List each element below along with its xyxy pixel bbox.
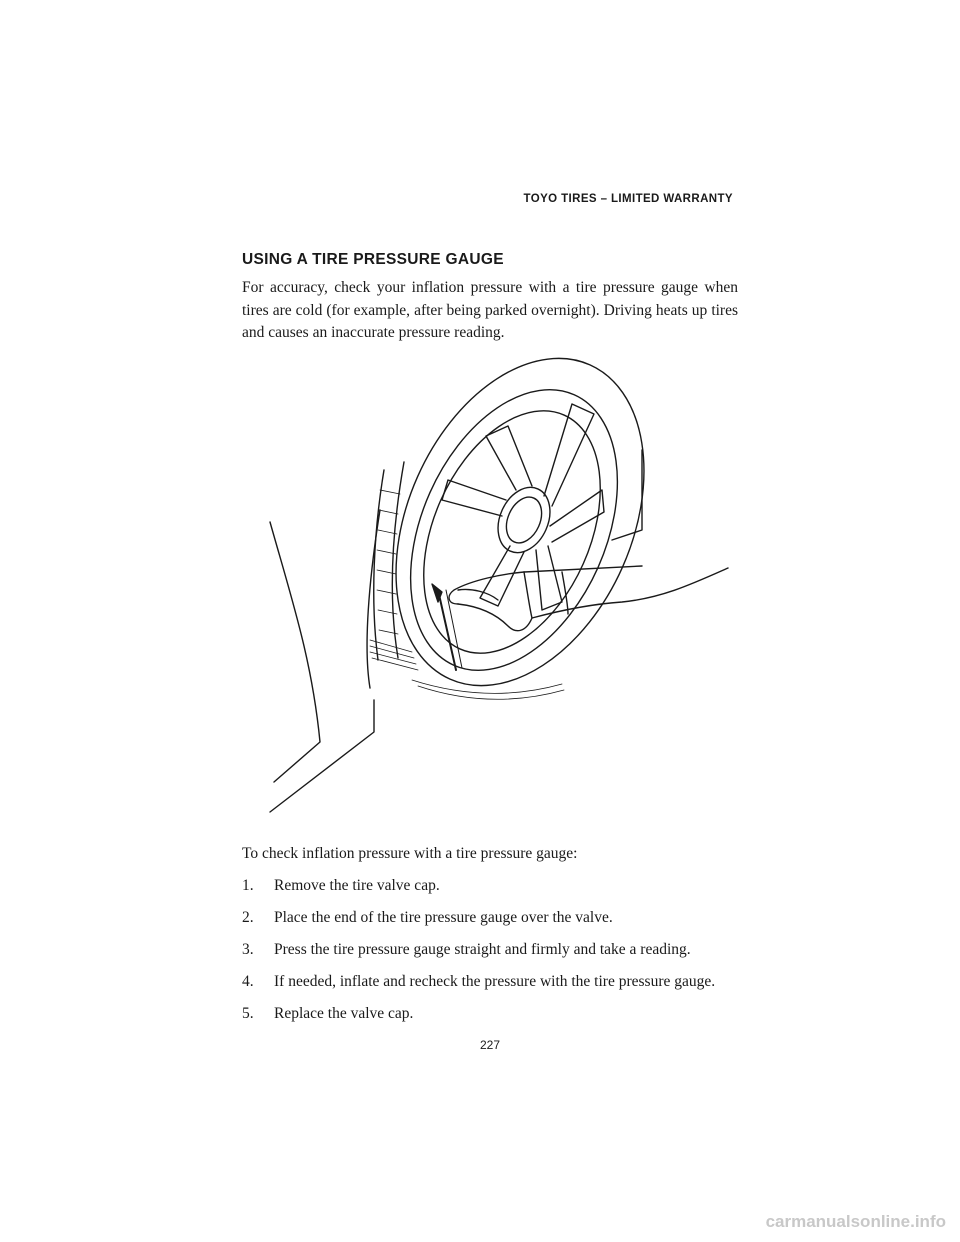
steps-list [242,875,738,1035]
step-text: Place the end of the tire pressure gauge over the valve. [274,909,613,926]
tire-pressure-gauge-illustration [262,340,742,822]
list-item [242,939,738,961]
step-number: 2. [242,909,254,926]
list-item [242,1003,738,1025]
step-text: If needed, inflate and recheck the pressure with the tire pressure gauge. [274,973,716,990]
list-item [242,907,738,929]
page-number: 227 [479,1038,501,1052]
running-head: TOYO TIRES – LIMITED WARRANTY [523,193,733,205]
step-text: Replace the valve cap. [274,1005,414,1022]
list-item [242,971,738,993]
steps-lead: To check inflation pressure with a tire pressure gauge: [242,845,578,862]
step-text: Press the tire pressure gauge straight and firmly and take a reading. [274,941,691,958]
watermark: carmanualsonline.info [765,1212,946,1231]
section-title: USING A TIRE PRESSURE GAUGE [242,251,504,268]
intro-paragraph: For accuracy, check your inflation pressure with a tire pressure gauge when tires are cold (for example, after being parked overnight). Driving heats up tires and causes an inaccurate pressure reading. [242,279,738,341]
list-item [242,875,738,897]
step-number: 1. [242,877,254,894]
step-number: 4. [242,973,254,990]
step-text: Remove the tire valve cap. [274,877,440,894]
step-number: 3. [242,941,254,958]
step-number: 5. [242,1005,254,1022]
